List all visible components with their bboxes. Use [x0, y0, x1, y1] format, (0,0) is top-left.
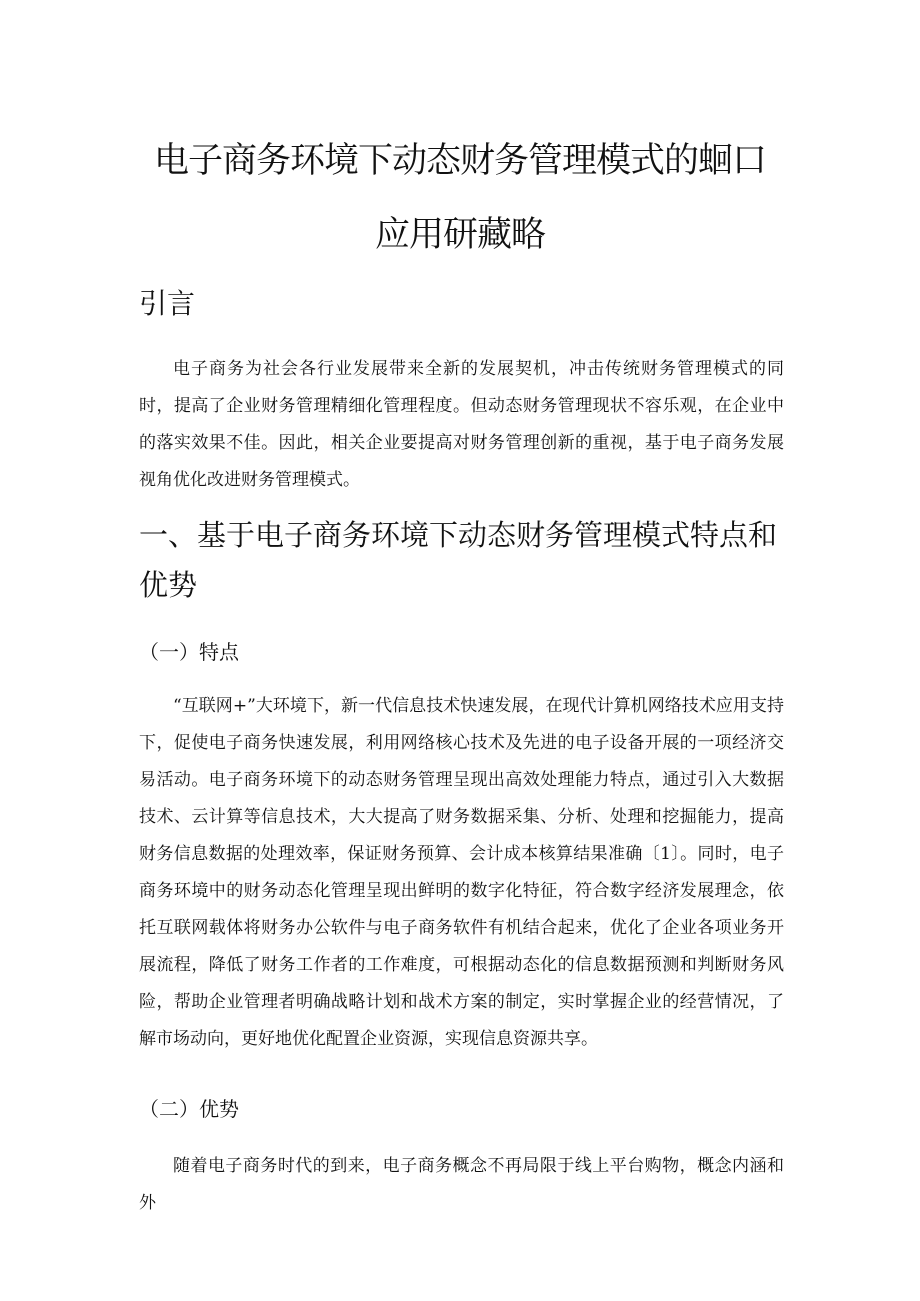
subsection-advantages-heading: （二）优势: [139, 1097, 239, 1121]
subsection-features-paragraph: “互联网+”大环境下，新一代信息技术快速发展，在现代计算机网络技术应用支持下，促使电子商务快速发展，利用网络核心技术及先进的电子设备开展的一项经济交易活动。电子商务环境下的动态财务管理呈现出高效处理能力特点，通过引入大数据技术、云计算等信息技术，大大提高了财务数据采集、分析、处理和挖掘能力，提高财务信息数据的处理效率，保证财务预算、会计成本核算结果准确〔1〕。同时，电子商务环境中的财务动态化管理呈现出鲜明的数字化特征，符合数字经济发展理念，依托互联网载体将财务办公软件与电子商务软件有机结合起来，优化了企业各项业务开展流程，降低了财务工作者的工作难度，可根据动态化的信息数据预测和判断财务风险，帮助企业管理者明确战略计划和战术方案的制定，实时掌握企业的经营情况，了解市场动向，更好地优化配置企业资源，实现信息资源共享。: [139, 696, 784, 1049]
subsection-features-heading: （一）特点: [139, 640, 239, 664]
section-1-heading: 一、基于电子商务环境下动态财务管理模式特点和优势: [139, 518, 778, 602]
intro-heading: 引言: [139, 287, 196, 320]
document-title-line-1: 电子商务环境下动态财务管理模式的蛔口: [153, 141, 766, 181]
intro-paragraph: 电子商务为社会各行业发展带来全新的发展契机，冲击传统财务管理模式的同时，提高了企业财务管理精细化管理程度。但动态财务管理现状不容乐观，在企业中的落实效果不佳。因此，相关企业要提高对财务管理创新的重视，基于电子商务发展视角优化改进财务管理模式。: [139, 359, 784, 490]
subsection-advantages-paragraph: 随着电子商务时代的到来，电子商务概念不再局限于线上平台购物，概念内涵和外: [139, 1156, 784, 1213]
document-title-line-2: 应用研藏略: [374, 215, 545, 255]
